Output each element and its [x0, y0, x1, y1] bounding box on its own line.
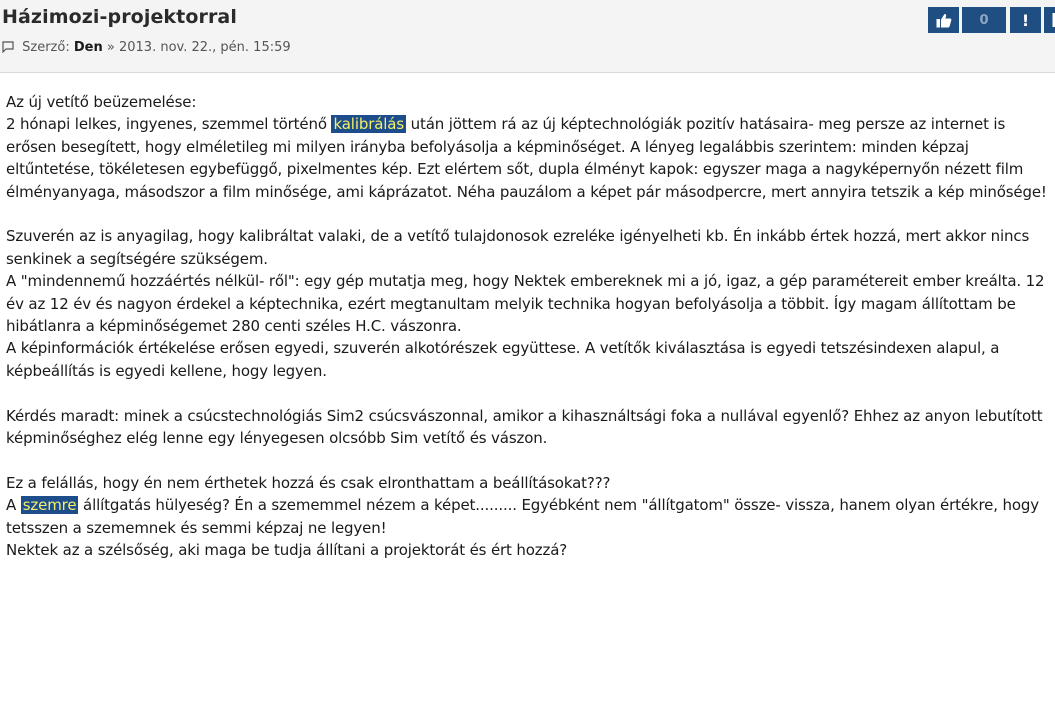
text-segment: A: [6, 496, 21, 515]
author-prefix: Szerző:: [22, 40, 70, 55]
score-counter[interactable]: 0: [962, 7, 1006, 33]
post-date: 2013. nov. 22., pén. 15:59: [118, 40, 291, 55]
text-segment: után jöttem rá az új képtechnológiák pozitív hatásaira- meg persze az internet is erősen besegített, hogy elméletileg mi milyen irányba befolyásolja a képminőséget. A lényeg legalábbis szerintem: minden képzaj eltűntetése, tökéletesen egybefüggő, pixelmentes kép. Ezt elértem sőt, dupla élményt kapok: egyszer maga a nagyképernyőn nézett film élményanyaga, másodszor a film minősége, ami káprázatot. Néha pauzálom a képet pár másodpercre, mert annyira tetszik a kép minősége!: [6, 115, 1047, 201]
content-paragraph: Ez a felállás, hogy én nem érthetek hozzá és csak elronthattam a beállításokat???: [6, 473, 611, 492]
author-name[interactable]: Den: [73, 40, 103, 55]
content-paragraph: Kérdés maradt: minek a csúcstechnológiás Sim2 csúcsvászonnal, amikor a kihasználtsági foka a nullával egyenlő? Ehhez az anyon lebutított képminőséghez elég lenne egy lényegesen olcsóbb Sim vetítő és vászon.: [6, 406, 1043, 448]
content-paragraph: A képinformációk értékelése erősen egyedi, szuverén alkotórészek együttese. A vetítők kiválasztása is egyedi tetszésindexen alapul, a képbeállítás is egyedi kellene, hogy legyen.: [6, 339, 1000, 380]
content-paragraph: Szuverén az is anyagilag, hogy kalibráltat valaki, de a vetítő tulajdonosok ezreléke igényelheti kb. Én inkább értek hozzá, mert akkor nincs senkinek a segítségére szükségem.: [6, 227, 1030, 268]
content-paragraph: [6, 113, 1051, 203]
post-meta: [2, 40, 291, 57]
paragraph-gap: [6, 203, 1051, 225]
content-paragraph: A "mindennemű hozzáértés nélkül- ről": egy gép mutatja meg, hogy Nektek embereknek mi a jó, igaz, a gép paramétereit ember kreálta. 12 év az 12 év és nagyon érdekel a képtechnika, ezért megtanultam melyik technika hogyan befolyásolja a többit. Így magam állítottam be hibátlanra a képminőségemet 280 centi széles H.C. vászonra.: [6, 272, 1045, 336]
post-content: [6, 91, 1051, 561]
content-paragraph: [6, 494, 1051, 539]
text-segment: állítgatás hülyeség? Én a szememmel nézem a képet......... Egyébként nem "állítgatom" össze- vissza, hanem olyan értékre, hogy tetsszen a szememnek és semmi képzaj ne legyen!: [6, 496, 1039, 537]
post-icon: [2, 41, 14, 57]
report-button[interactable]: !: [1010, 7, 1041, 33]
content-paragraph: Nektek az a szélsőség, aki maga be tudja állítani a projektorát és ért hozzá?: [6, 541, 568, 560]
post-header: [0, 0, 1055, 73]
text-segment: 2 hónapi lelkes, ingyenes, szemmel történő: [6, 115, 332, 134]
highlight-link-kalibralas[interactable]: kalibrálás: [333, 115, 404, 134]
like-button[interactable]: [928, 7, 959, 33]
paragraph-gap: [6, 449, 1051, 471]
post-title[interactable]: Házimozi-projektorral: [2, 6, 237, 28]
content-line: Az új vetítő beüzemelése:: [6, 93, 197, 111]
date-separator: »: [106, 40, 115, 55]
paragraph-gap: [6, 382, 1051, 404]
highlight-link-szemre[interactable]: szemre: [22, 496, 77, 515]
more-button[interactable]: [1044, 7, 1055, 33]
thumbs-up-icon: [936, 13, 952, 28]
